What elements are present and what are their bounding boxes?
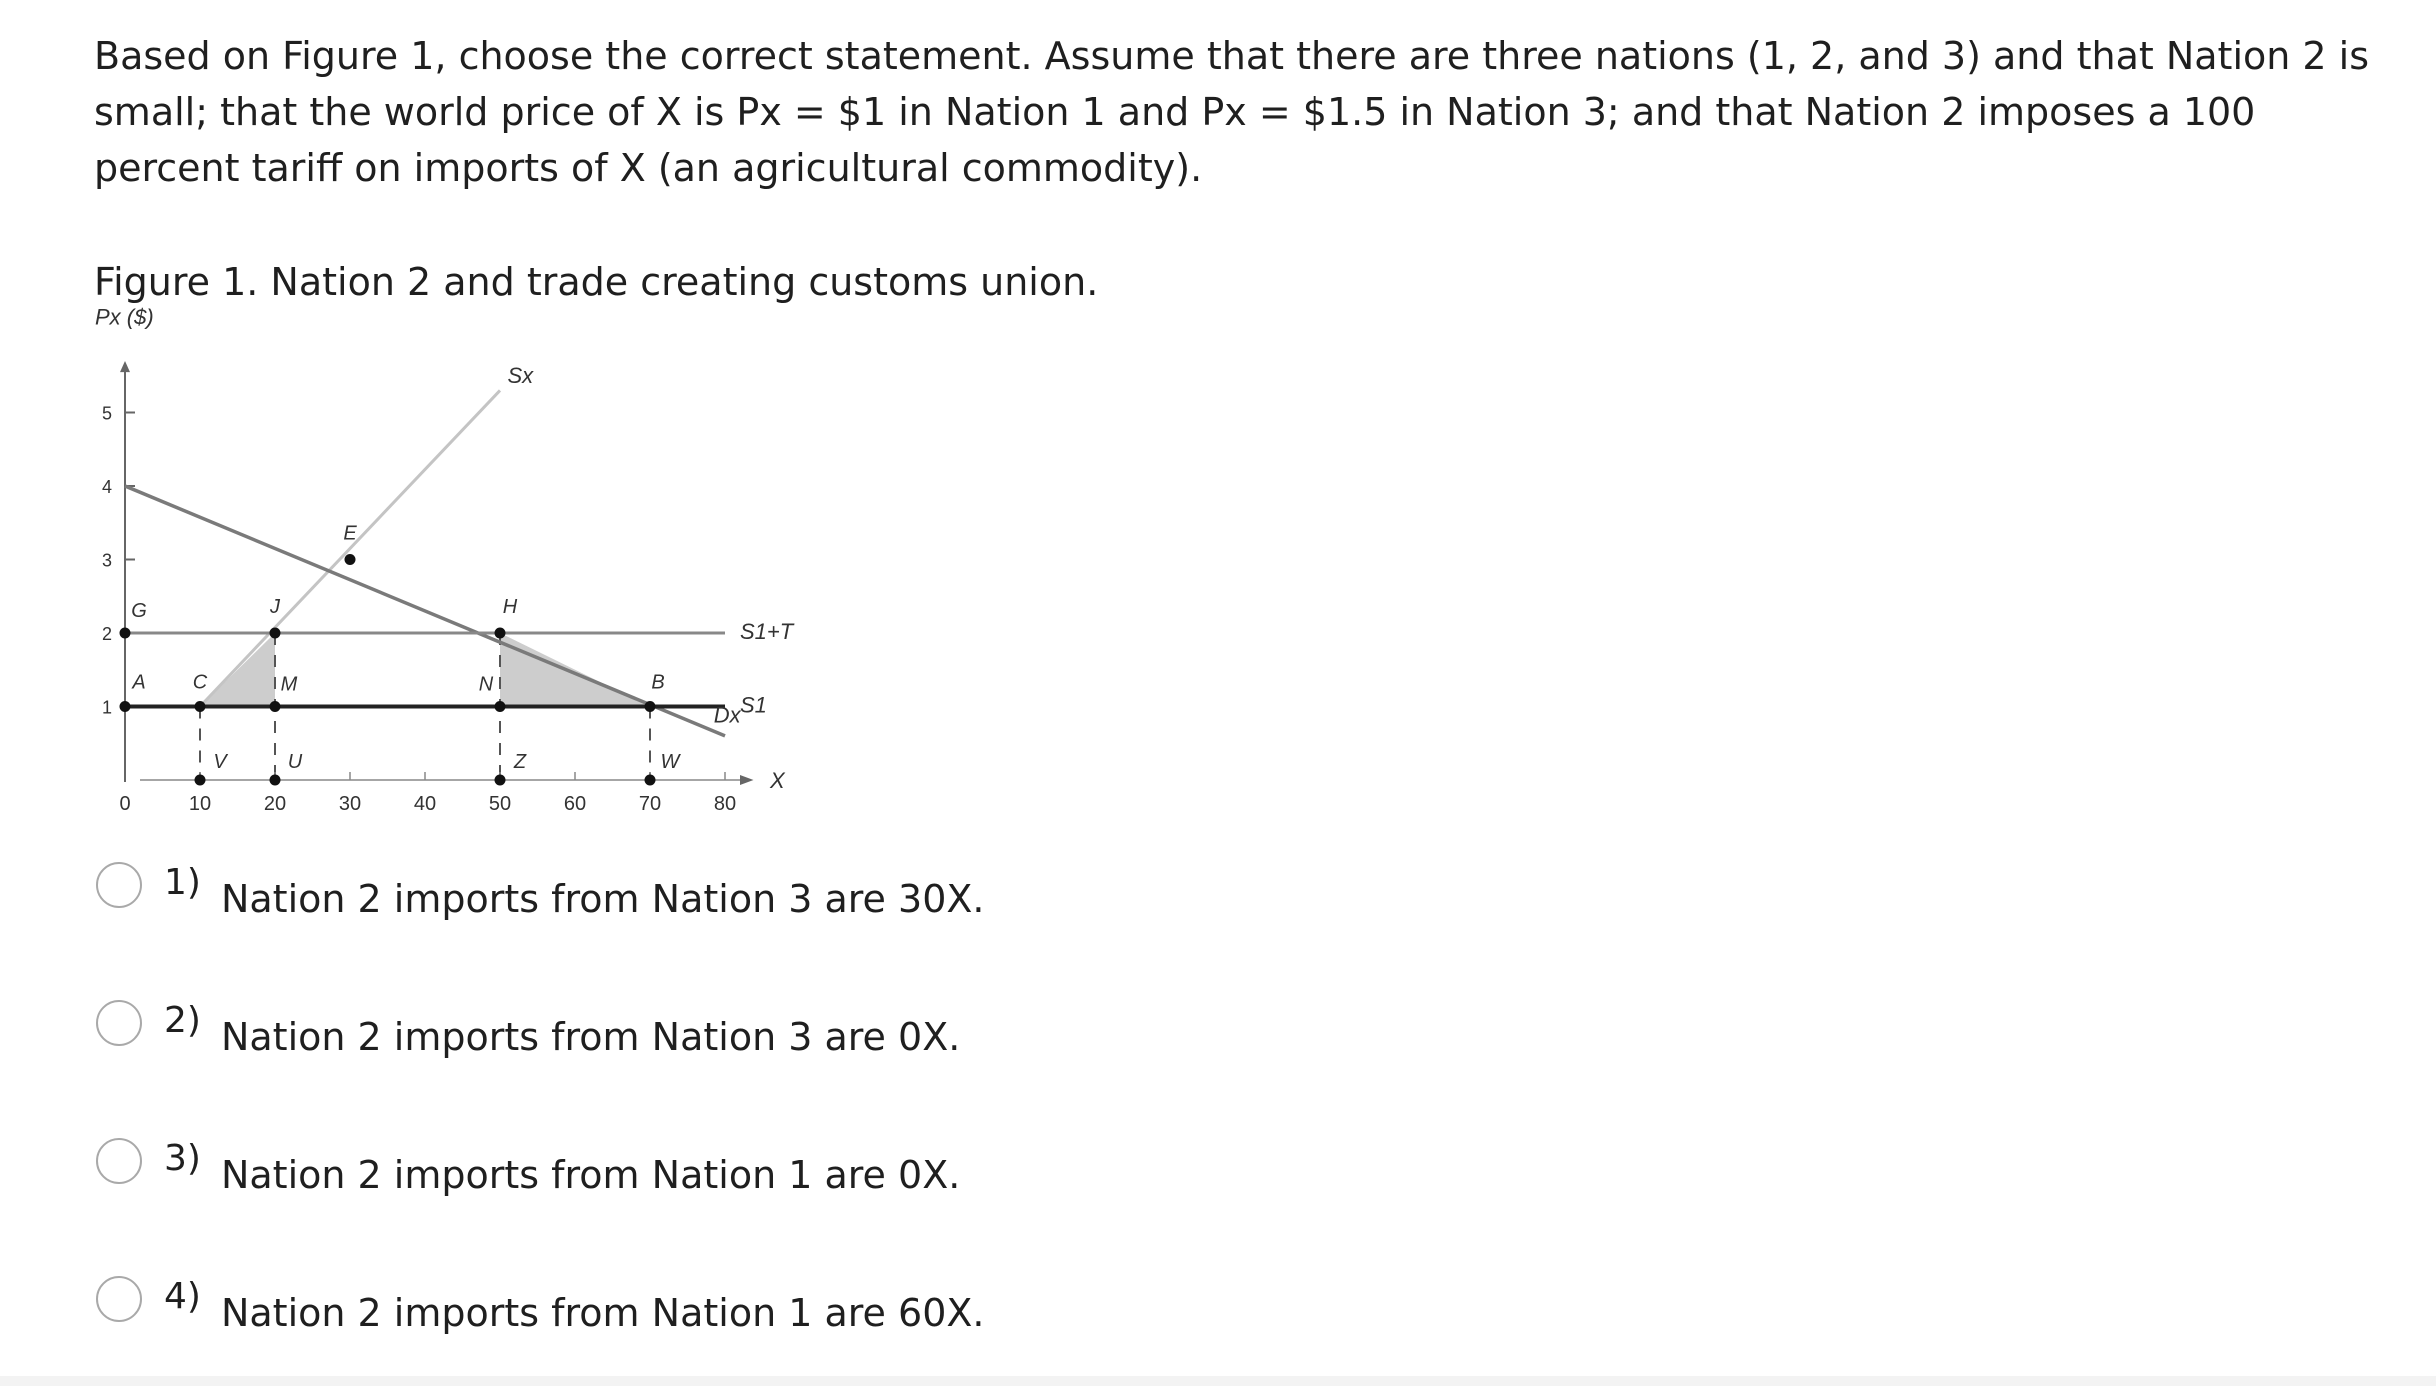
point-b [645, 701, 656, 712]
option-text: Nation 2 imports from Nation 3 are 0X. [220, 1015, 961, 1059]
x-axis-title: X [770, 768, 785, 793]
point-label: J [270, 596, 280, 618]
y-axis-title: Px ($) [95, 304, 154, 330]
point-a [120, 701, 131, 712]
x-tick-label: 0 [119, 793, 131, 815]
answer-option-1[interactable] [96, 862, 984, 922]
figure-caption: Figure 1. Nation 2 and trade creating customs union. [94, 260, 1099, 304]
point-m [270, 701, 281, 712]
radio-button-4[interactable] [96, 1276, 142, 1322]
point-label: A [132, 671, 146, 694]
point-label: Z [513, 751, 527, 773]
point-w [645, 775, 656, 786]
option-text: Nation 2 imports from Nation 1 are 0X. [220, 1153, 961, 1197]
x-tick-label: 40 [413, 793, 437, 815]
point-label: G [131, 600, 147, 622]
answer-option-2[interactable] [96, 1000, 960, 1060]
point-label: E [343, 522, 357, 545]
point-label: N [478, 673, 494, 696]
point-label: C [192, 671, 208, 694]
radio-button-3[interactable] [96, 1138, 142, 1184]
point-label: U [287, 751, 303, 773]
radio-button-1[interactable] [96, 862, 142, 908]
y-tick-label: 5 [101, 403, 113, 424]
point-g [120, 628, 131, 639]
point-label: M [280, 673, 298, 696]
series-line-sx [200, 390, 500, 706]
point-e [345, 554, 356, 565]
option-number: 3) [164, 1137, 201, 1179]
answer-option-3[interactable] [96, 1138, 960, 1198]
x-tick-label: 20 [263, 793, 287, 815]
point-h [495, 628, 506, 639]
radio-button-2[interactable] [96, 1000, 142, 1046]
y-axis-arrow [120, 361, 130, 372]
customs-union-chart [0, 0, 900, 880]
point-n [495, 701, 506, 712]
x-tick-label: 10 [188, 793, 212, 815]
option-text: Nation 2 imports from Nation 1 are 60X. [220, 1291, 985, 1335]
option-text: Nation 2 imports from Nation 3 are 30X. [220, 877, 985, 921]
point-c [195, 701, 206, 712]
point-u [270, 775, 281, 786]
series-label: S1 [740, 692, 767, 718]
point-label: B [651, 671, 665, 694]
option-number: 4) [164, 1275, 201, 1317]
series-label: S1+T [740, 618, 794, 644]
question-text: Based on Figure 1, choose the correct statement. Assume that there are three nations (1, 2, and 3) and that Nation 2 is small; that the world price of X is Px = $1 in Nation 1 and Px = $1.5 in Nation 3; and that Nation 2 imposes a 100 percent tariff on imports of X (an agricultural commodity). [94, 34, 2370, 190]
series-label: Sx [507, 363, 534, 389]
option-number: 2) [164, 999, 201, 1041]
y-tick-label: 2 [101, 624, 113, 644]
series-label: Dx [713, 702, 741, 728]
x-tick-label: 60 [563, 793, 587, 815]
y-tick-label: 4 [101, 477, 113, 497]
y-tick-label: 1 [101, 697, 113, 718]
point-j [270, 628, 281, 639]
point-label: V [213, 751, 227, 773]
point-z [495, 775, 506, 786]
x-tick-label: 50 [488, 793, 512, 815]
point-label: W [660, 751, 680, 773]
x-axis-arrow [740, 775, 754, 785]
answer-option-4[interactable] [96, 1276, 984, 1336]
option-number: 1) [164, 861, 201, 903]
bottom-bar [0, 1376, 2436, 1386]
x-tick-label: 30 [338, 793, 362, 815]
x-tick-label: 70 [638, 793, 662, 815]
y-tick-label: 3 [101, 550, 113, 571]
point-label: H [502, 596, 518, 618]
point-v [195, 775, 206, 786]
x-tick-label: 80 [713, 793, 737, 815]
